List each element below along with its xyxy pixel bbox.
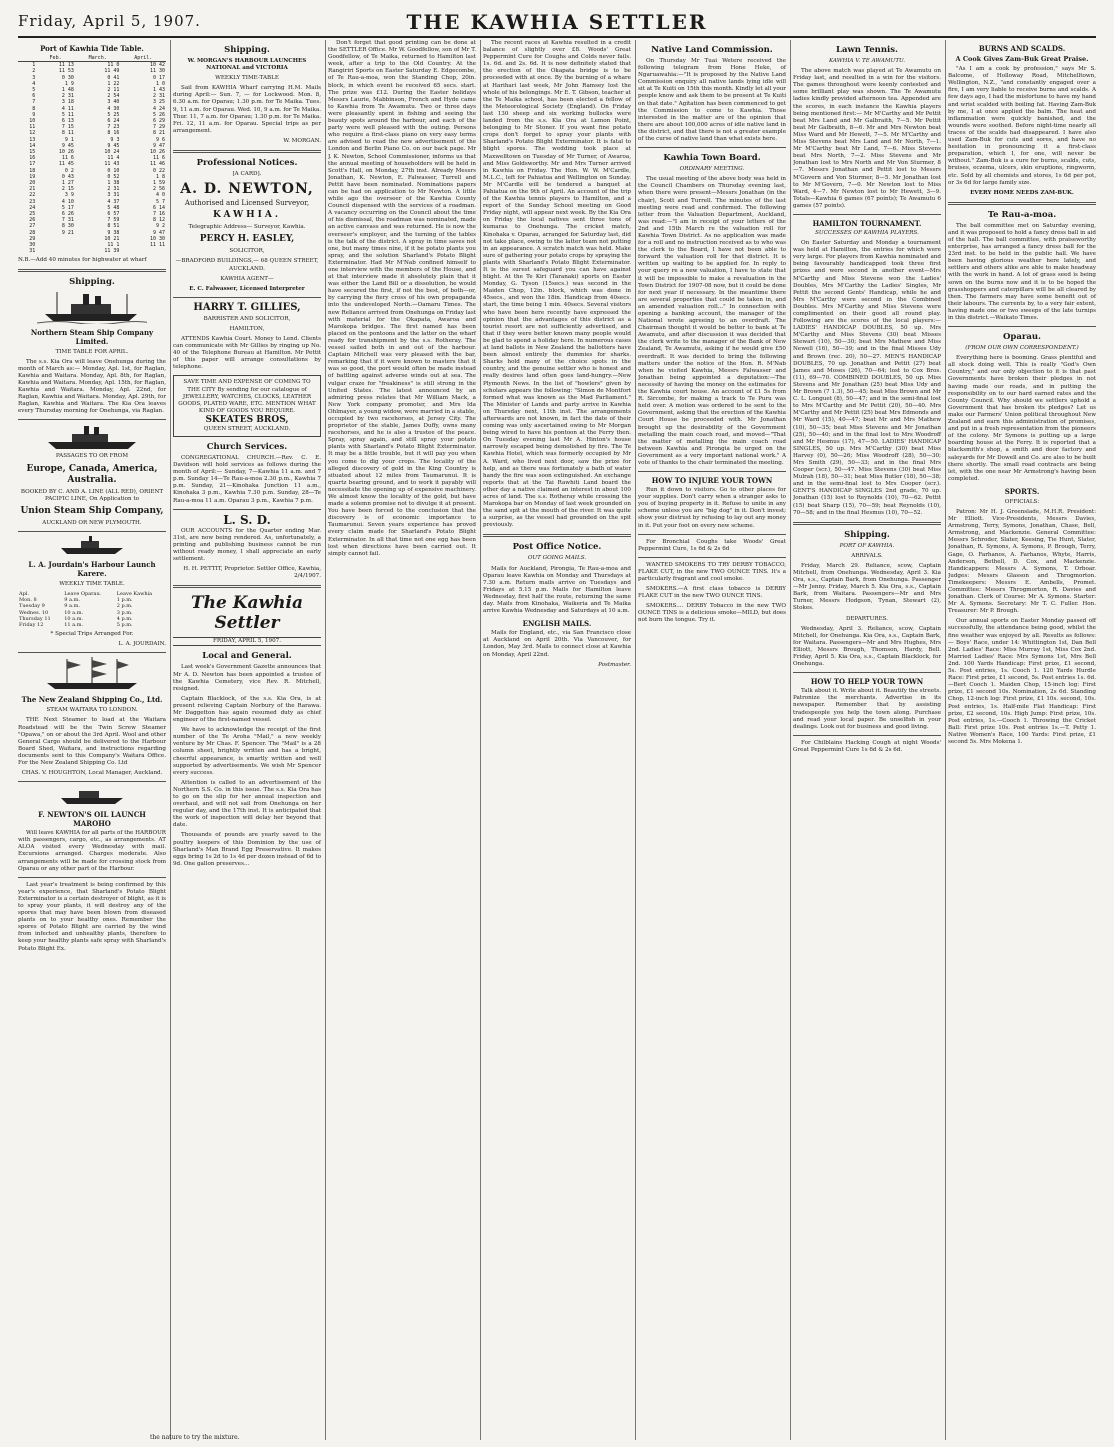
nzsc-agent: CHAS. V. HOUGHTON, Local Manager, Auckland. [21, 770, 163, 777]
tide-cell: 10 24 [104, 149, 120, 156]
jourdain-cell: Leave Oparau. [64, 590, 102, 597]
tide-cell: 8 30 [61, 223, 74, 230]
officials-label: OFFICIALS: [1004, 498, 1040, 505]
tide-table-body [18, 62, 166, 255]
tide-cell: 10 30 [149, 235, 165, 242]
tide-cell: 4 30 [107, 105, 120, 112]
tide-cell: 27 [29, 223, 36, 230]
passages-title: PASSAGES TO OR FROM [55, 453, 129, 460]
tide-cell: 2 [32, 68, 36, 75]
jourdain-sign: L. A. JOURDAIN. [118, 641, 166, 648]
tide-cell: 10 42 [149, 62, 165, 69]
tide-cell: 11 53 [58, 68, 74, 75]
outgoing-mails-sub: OUT GOING MAILS. [527, 555, 587, 562]
tide-cell: 1 43 [152, 87, 165, 94]
tide-cell: 9 3 [110, 136, 120, 143]
nzsc-sub: STEAM WAITARA TO LONDON. [46, 707, 138, 714]
gillies-name: HARRY T. GILLIES, [193, 301, 301, 313]
launch-icon [57, 536, 127, 556]
column-1 [18, 40, 171, 1440]
tide-table-title: Port of Kawhia Tide Table. [40, 44, 144, 53]
passages-places: Europe, Canada, America, Australia. [26, 463, 158, 485]
tide-cell: 11 30 [149, 68, 165, 75]
tournament-heading: HAMILTON TOURNAMENT. [812, 218, 922, 228]
column-7 [948, 40, 1100, 1440]
tide-cell: 2 31 [152, 93, 165, 100]
jourdain-cell: Thursday 11 [19, 615, 51, 622]
tide-cell: 1 59 [152, 180, 165, 187]
tide-cell: 23 [29, 198, 36, 205]
tide-cell: 0 17 [152, 74, 165, 81]
blight-text: Last year's treatment is being confirmed by this year's experience, that Sharland's Potato Blight Exterminator is a certain destroyer of blight, as it is to spray your plants, it will destroy any of the spores that may have been blown from diseased plants on to your healthy ones. Remember the spores of Potato Blight are carried by the wind from infected and unhealthy plants, therefore to keep your healthy plants safe spray with Sharland's Potato Blight Ex. [18, 881, 166, 952]
tide-cell: 5 48 [107, 204, 120, 211]
jourdain-cell: 2 p.m. [116, 603, 133, 610]
lawn-tennis-heading: Lawn Tennis. [835, 45, 899, 55]
native-land-text: On Thursday Mr Tuai Wetere received the following telegram from Hone Heke, of Ngaruawahia:—"It is proposed by the Native Land Commission enquiry all native lands lying idle will sit at Te Kuiti on 15th this month. Kindly let all your people know and ask them to be present at Te Kuiti on that date." Agitation has been commenced to get the Commission to come to Kawhia. Those interested in the matter are of the opinion that there are about 100,000 acres of idle native land in the district, and that there is not a greater example of the curse of native land than what exists here. [638, 58, 786, 143]
newton-launch-name: F. NEWTON'S OIL LAUNCH MAROHO [38, 810, 146, 829]
tide-cell: 11 13 [58, 62, 74, 69]
steamship-icon [37, 290, 147, 324]
tide-cell: 6 14 [152, 204, 165, 211]
tide-cell: 22 [29, 192, 36, 199]
jourdain-row [18, 622, 166, 628]
tide-cell: 3 9 [64, 192, 74, 199]
newton-surveyor-place: KAWHIA. [213, 210, 281, 221]
tide-cell: 9 45 [61, 142, 74, 149]
tide-cell: 30 [29, 242, 36, 249]
easley-name: PERCY H. EASLEY, [199, 234, 295, 245]
english-mails-text: Mails for England, etc., via San Francisco close at Auckland on April 20th. Via Vancouver, for London, May 3rd. Mails to connect close at Kawhia on Monday, April 22nd. [483, 630, 631, 658]
skeates-text: SAVE TIME AND EXPENSE OF COMING TO THE CITY By sending for our catalogue of JEWELLERY, WATCHES, CLOCKS, LEATHER GOODS, PLATED WARE, ETC. MENTION WHAT KIND OF GOODS YOU REQUIRE. [178, 379, 316, 414]
english-mails-heading: ENGLISH MAILS. [522, 619, 592, 629]
newton-launch-text: Will leave KAWHIA for all parts of the HARBOUR with passengers, cargo, etc., as arrangements. AT ALOA visited every Wednesday with mail. Excursions arranged. Charges moderate. Also arrangements will be made for crossing stock from Oparau or any other part of the Harbour. [18, 830, 166, 872]
tide-cell: 2 31 [61, 93, 74, 100]
column-2 [173, 40, 326, 1440]
departures-text: Wednesday, April 3. Reliance, scow, Captain Mitchell, for Onehunga. Kia Ora, s.s., Captain Bark, for Waitara. Passengers—Mr and Mrs Hughes, Mrs Elliott, Messrs Brough, Thomson, Hardy, Bell. Friday, April 5. Kia Ora, s.s., Captain Blacklock, for Onehunga. [793, 625, 941, 668]
easley-address: —BRADFORD BUILDINGS,— 68 QUEEN STREET, AUCKLAND. [175, 258, 319, 272]
masthead [18, 8, 1096, 38]
tide-cell: 3 40 [107, 99, 120, 106]
jourdain-cell: 4 p.m. [116, 615, 133, 622]
tide-note: N.B.—Add 40 minutes for highwater at wharf [18, 256, 147, 263]
jourdain-cell: 11 a.m. [64, 621, 84, 628]
burns-text: "As I am a cook by profession," says Mr S. Balcome, of Holloway Road, Mitchelltown, Wellington, N.Z., "and constantly engaged over a fire, I am very liable to receive burns and scalds. A few days ago, I had the misfortune to have my hand and wrist scalded with boiling fat. Having Zam-Buk by me, I at once applied the balm. The heat and inflammation were quickly banished, and the wounds were soothed. Before night-time nearly all traces of the scalds had disappeared. I have also used Zam-Buk for cuts and sores, and have no hesitation in pronouncing it a first-class preparation, which I, for one, will never be without." Zam-Buk is a cure for burns, scalds, cuts, bruises, eczema, ulcers, skin eruptions, ringworm, etc. Sold by all chemists and stores, 1s 6d per pot, or 3s 6d for large family size. [948, 66, 1096, 186]
coughs-advert: For Bronchial Coughs take Woods' Great Peppermint Cure, 1s 6d & 2s 6d [638, 538, 786, 552]
jourdain-launch-name: L. A. Jourdain's Harbour Launch Karere. [28, 559, 156, 578]
morgan-title: W. MORGAN'S HARBOUR LAUNCHES NATIONAL and VICTORIA [187, 58, 307, 72]
tide-cell: 1 8 [155, 173, 165, 180]
tide-cell: 9 45 [107, 142, 120, 149]
jourdain-cell: 5 p.m. [116, 621, 133, 628]
sports-heading: SPORTS. [1004, 486, 1040, 496]
tide-cell: 7 31 [61, 217, 74, 224]
tide-cell: 7 15 [61, 124, 74, 131]
lawn-tennis-sub: KAWHIA V. TE AWAMUTU. [828, 58, 906, 64]
departures-label: DEPARTURES. [845, 615, 889, 622]
tide-row [18, 62, 166, 69]
tide-cell: 2 54 [107, 93, 120, 100]
tide-cell: 11 46 [149, 161, 165, 168]
masthead-title: THE KAWHIA SETTLER [406, 10, 708, 34]
newspaper-columns [18, 40, 1096, 1440]
jourdain-cell: Mon. 8 [19, 597, 37, 604]
tide-cell: 7 59 [107, 217, 120, 224]
lsd-text: OUR ACCOUNTS for the Quarter ending Mar. 31st, are now being rendered. As, unfortunately, a printing and publishing business cannot be run without ready money, I shall appreciate an early settlement. [173, 527, 321, 563]
tide-cell: 3 31 [107, 192, 120, 199]
burns-slogan: EVERY HOME NEEDS ZAM-BUK. [970, 189, 1074, 196]
tide-cell: 11 6 [152, 155, 165, 162]
tide-header-mar: March. [75, 55, 121, 62]
tide-cell: 0 41 [107, 74, 120, 81]
tide-cell: 8 [32, 105, 36, 112]
nssc-name: Northern Steam Ship Company Limited. [30, 327, 154, 346]
tide-cell: 4 [32, 80, 36, 87]
tide-cell: 1 27 [61, 180, 74, 187]
native-land-heading: Native Land Commission. [651, 45, 773, 55]
tide-cell: 4 0 [155, 192, 165, 199]
tide-cell: 9 [32, 111, 36, 118]
tide-cell: 13 [29, 136, 36, 143]
town-board-text: The usual meeting of the above body was held in the Council Chambers on Thursday evening last, when there were present—Messrs Jonathan (in the chair), Scott and Turrell. The minutes of the last meeting were read and confirmed. The following letter from the Valuation Department, Auckland, was read:—"I am in receipt of your letters of the 2nd and 15th March re the valuation roll for Kawhia Town District. As no application was made for a roll and no instruction received as to who was the clerk to the Board, I have not been able to forward the valuation roll for that district. It is written up waiting to be applied for. In reply to your query re a new valuation, I have to state that it will be impossible to make a revaluation in the Town District for 1907-08 now, but it could be done for next year if necessary. In the meantime there are several properties that could be taken in, and an amended valuation roll..." In connection with opening a banking account, the manager of the National wrote agreeing to an overdraft. The Chairman thought it would be better to bank at Te Awamutu, and after discussion it was decided that the clerk write to the manager of the Bank of New Zealand, Te Awamutu, asking if he would give £50 overdraft. It was decided to bring the following matters under the notice of the Hon. R. M'Nab when he visited Kawhia, Messrs Falwasser and Jonathan being appointed a deputation:—The necessity of having the money on the estimates for the Kawhia court house. An account of £1 5s from R. Sircombe, for making a track to Te Puru was held over. A motion was ordered to be sent to the Government, asking that the erection of the Kawhia Court House be proceeded with. Mr Jonathan brought up the desirability of the Government metalling the main coach road, and moved—"That the matter of metalling the main coach road between Kawhia and Pirongia be urged on the Government as a very important national work." A vote of thanks to the chair terminated the meeting. [638, 176, 786, 466]
tide-header-apr: April. [120, 55, 166, 62]
tide-cell: 9 6 [155, 136, 165, 143]
tide-cell: 0 52 [107, 173, 120, 180]
chilblains-advert: For Chilblains Hacking Cough at night Woods' Great Peppermint Cure 1s 6d & 2s 6d. [793, 739, 941, 753]
tide-cell: 9 47 [152, 142, 165, 149]
shipping-title-2: Shipping. [224, 45, 270, 55]
easley-agent-label: KAWHIA AGENT— [220, 275, 274, 282]
paper-title: The Kawhia Settler [190, 593, 303, 634]
footer-line: the nature to try the mixture. [150, 1434, 240, 1441]
jourdain-cell: 9 a.m. [64, 597, 80, 604]
tide-cell: 5 7 [155, 198, 165, 205]
tide-cell: 28 [29, 229, 36, 236]
tide-cell: 4 10 [61, 198, 74, 205]
newton-surveyor-name: A. D. NEWTON, [180, 181, 314, 198]
tournament-text: On Easter Saturday and Monday a tournament was held at Hamilton, the entries for which were very large. For players from Kawhia nominated and being favourably handicapped took three first prizes and were second in another event—Mrs M'Carthy and Miss Stevens won the Ladies' Doubles, Mrs M'Carthy the Ladies' Singles, Mr Pettit the second Gents' Handicap, while he and Mrs M'Carthy were second in the Combined Doubles. Mrs M'Carthy and Miss Stevens were complimented on their good all round play. Following are the scores of the local players:— LADIES' HANDICAP DOUBLES, 50 up. Mrs M'Carthy and Miss Stevens (30) beat Misses Stewart (10), 50—30; beat Mrs Mathew and Miss Newell (16), 50—39; and in the final Misses Udy and Brown (rec. 20), 50—27. MEN'S HANDICAP DOUBLES, 70 up. Jonathan and Pettit (27) beat James and Moses (26), 70—64; lost to Cox Bros. (11), 69—70. COMBINED DOUBLES, 50 up. Miss Stevens and Mr Jonathan (25) beat Miss Udy and Mr Brown (7 1.3), 50—45; beat Miss Brown and Mr C. L. Longuet (8), 50—47; and in the semi-final lost to Mrs M'Carthy and Mr Pettit (20), 50—40. Mrs M'Carthy and Mr Pettit (25) beat Mrs Edmonds and Mr Ward (15), 40—47; beat Mr and Mrs Mathew (10), 50—35; beat Miss Stevens and Mr Jonathan (25), 50—40; and in the final lost to Mrs Woodroff and Mr Hesmus (17), 47—50. LADIES' HANDICAP SINGLES, 50 up. Mrs M'Carthy (30) beat Miss Harvey (0), 50—26; Miss Woodroff (28), 50—30; Mrs Smith (29), 50—33; and in the final Mrs Cooper (scr.), 50—47. Miss Stevens (30) beat Miss Mulrah (18), 50—31; beat Miss Butler (18), 50—38; and in the semi-final lost to Mrs Cooper (scr.). GENT'S HANDICAP SINGLES 2nd grade, 70 up. Jonathan (15) lost to Reynolds (10), 70—62. Pettit (15) beat Sharp (15), 70—59; beat Reynolds (10), 70—58; and in the final Hesmus (10), 70—52. [793, 240, 941, 516]
tide-cell: 8 11 [61, 130, 74, 137]
tide-cell: 11 45 [58, 161, 74, 168]
tide-cell: 0 43 [61, 173, 74, 180]
tide-cell: 7 [32, 99, 36, 106]
tide-cell: 7 16 [152, 211, 165, 218]
nssc-text: The s.s. Kia Ora will leave Onehunga during the month of March as:— Monday, Apl. 1st, for Raglan, Kawhia and Waitara. Monday, Apl. 8th, for Raglan, Kawhia and Waitara. Monday, Apl. 15th, for Raglan, Kawhia and Waitara. Monday, Apl. 22nd, for Raglan, Kawhia and Waitara. Monday, Apl. 29th, for Raglan, Kawhia and Waitara. The Kia Ora leaves every Thursday morning for Onehunga, via Raglan. [18, 358, 166, 415]
tide-cell: 19 [29, 173, 36, 180]
oparau-heading: Oparau. [1003, 332, 1041, 343]
gillies-title: BARRISTER AND SOLICITOR, [203, 315, 291, 322]
tide-cell: 0 30 [61, 74, 74, 81]
local-p2: Captain Blacklock, of the s.s. Kia Ora, is at present relieving Captain Norbury of the Rarawa. Mr Daggetton has again resumed duty as chief engineer of the first-named vessel. [173, 695, 321, 724]
tide-cell: 5 26 [152, 111, 165, 118]
tide-cell: 11 11 [149, 242, 165, 249]
jourdain-cell: 3 p.m. [116, 609, 133, 616]
church-services-heading: Church Services. [206, 442, 288, 452]
help-town-text: Talk about it. Write about it. Beautify the streets. Patronize the merchants. Advertise in its newspaper. Remember that by assisting tradespeople you help the town along. Purchase and read your local paper. Be unselfish in your dealings. Look out for business and good living. [793, 688, 941, 730]
tide-cell: 12 [29, 130, 36, 137]
tide-cell: 1 22 [107, 80, 120, 87]
jourdain-timetable [18, 591, 166, 628]
column-3 [328, 40, 481, 1440]
shipping-heading: Shipping. [69, 276, 115, 287]
smokers-advert-3: SMOKERS.... DERBY Tobacco in the new TWO OUNCE TINS is a delicious smoke—MILD, but does not burn the tongue. Try it. [638, 603, 786, 624]
newton-telegraphic: Telegraphic Address— Surveyor, Kawhia. [188, 224, 306, 231]
tide-cell: 6 13 [61, 118, 74, 125]
tide-cell: 10 21 [104, 235, 120, 242]
tide-cell: 8 12 [152, 217, 165, 224]
col3-text: Don't forget that good printing can be done at the SETTLER Office. Mr W. Goodfellow, son of Mr T. Goodfellow, of Te Maika, returned to Hamilton last week, after a trip to the Old Country. At the Rangiriri Sports on Easter Saturday E. Edgecombe, of Te Rau-a-moa, won the Standing Chop, 20in. block, in which event he received 65 secs. start. The prize was £12. During the Easter holidays Messrs Laurie, Mabbinson, French and Hyde came to Kawhia from Te Awamutu. Two or three days were pleasantly spent in fishing and seeing the beauty spots around the harbour, and each of the party were well pleased with the outing. Persons who require a first-class piano on very easy terms are advised to read the new advertisement of the London and Berlin Piano Co. on our back page. Mr J. K. Newton, School Commissioner, informs us that the annual meeting of householders will be held in Scott's Hall, on Monday, 27th inst. Already Messrs Jonathan, K. Newton, E. Falwasser, Turrell and Pettit have been nominated. Nominations papers can be had on application to Mr Newton. A little while ago the overseer of the Kawhia County Council dispensed with the services of a roadman. A vacancy occurring on the Council about the time of his dismissal, the roadman was nominated, made an active canvass and was returned. He is now the overseer's employer, and the turning of the tables is the talk of the district. A spray in time saves not one, but many times nine, if it be potato plants you spray, and the solution Sharland's Potato Blight Exterminator. Had Mr M'Nab confined himself to one interview with the members of the House, and at that interview made it absolutely plain that it was either the Land Bill or a dissolution, he would have secured the first, if not the best, of both—or, by carrying the fiery cross of his own propaganda into the undeveloped North.—Oamaru Times. The new Reliance arrived from Onehunga on Friday last with material for the Okapata, Awaroa and Marokopa bridges. The first named has been placed on the pontoons and the latter on the wharf ready for transhipment by the s.s. Rotheray. The vessel sailed both in and out of the harbour. Captain Mitchell was very pleased with the bar, remarking that if it were known to masters that it was so good, the port would often be made instead of battling against adverse winds out at sea. The vulgar craze for "freakiness" is still strong in the United States. The latest announced by an admiring press relates that Mr William Mack, a New York company promoter, and Mrs Ida Ohlmayer, a young widow, were married in a stable, occupied by two racehorses, at Jersey City. The proprietor of the stable, James Duffy, owns many racehorses, and he is also a trustee of the peace. Spray, spray again, and still spray your potato plants with Sharland's Potato Blight Exterminator. It may be a little trouble, but it will pay you when you come to dig your crops. The locality of the alleged discovery of gold in the King Country is situated about 12 miles from Taumarunui. It is quartz bearing ground, and to work it payably will necessitate the opening up of expensive machinery. We almost know the locality of the gold, but have made a solemn promise not to divulge it at present. You have been forced to the conclusion that the discovery is of economic importance to Taumarunui. Seven years experience has proved every claim made for Sharland's Potato Blight Exterminator. In all that time not one egg has been lost when directions have been carried out. It simply cannot fail. [328, 40, 476, 557]
tide-cell: 2 11 [107, 87, 120, 94]
te-rau-a-moa-text: The ball committee met on Saturday evening, and it was proposed to hold a fancy dress ball in aid of the hall. The ball committee, with praiseworthy enterprise, has arranged a fancy dress ball for the 23rd inst. to be held in the public hall. We have been having glorious weather here lately, and settlers and others alike are able to make headway with the work in hand. A lot of grass seed is being sown on the burns now and it is to be hoped the grasshoppers and caterpillars will be all cleared by then. The farmers may have some benefit out of their labours. The currents by, to a very fair extent, having made one or two sweeps of the late turnips in this district.—Waikato Times. [948, 222, 1096, 321]
jourdain-note: * Special Trips Arranged For. [50, 631, 134, 638]
jourdain-cell: Leave Kawhia [116, 590, 153, 597]
local-p3: We have to acknowledge the receipt of the first number of the Te Aroha "Mail," a new weekly venture by Mr Chas. F. Spencer. The "Mail" is a 28 column sheet, brightly written and has a bright, cheerful appearance, is smartly written and well supported by advertisements. We wish Mr Spencer every success. [173, 727, 321, 776]
column-6 [793, 40, 946, 1440]
tide-cell: 1 38 [107, 180, 120, 187]
tide-table [18, 55, 166, 255]
jourdain-cell: Tuesday 9 [19, 603, 45, 610]
tide-cell: 0 2 [64, 167, 74, 174]
tide-row [18, 248, 166, 254]
tide-cell: 5 17 [61, 204, 74, 211]
newton-surveyor-title: Authorised and Licensed Surveyor, [184, 199, 310, 208]
masthead-date: Friday, April 5, 1907. [18, 12, 201, 30]
tide-cell: 3 [32, 74, 36, 81]
easley-agent-name: E. C. Falwasser, Licensed Interpreter [189, 285, 305, 292]
column-4 [483, 40, 636, 1440]
tide-cell [36, 248, 75, 254]
tide-cell [120, 248, 166, 254]
tide-cell: 11 1 [107, 242, 120, 249]
town-board-sub: ORDINARY MEETING. [679, 166, 745, 173]
tide-cell: 5 11 [61, 111, 74, 118]
smokers-advert-1: WANTED SMOKERS TO TRY DERBY TOBACCO, FLAKE CUT, in the new TWO OUNCE TINS. It's a particularly fragrant and cool smoke. [638, 561, 786, 582]
arrivals-text: Friday, March 29. Reliance, scow, Captain Mitchell, from Onehunga. Wednesday, April 3. Kia Ora, s.s., Captain Bark, from Onehunga. Passenger—Mr Jenny. Friday, March 5. Kia Ora, s.s., Captain Bark, from Waitara. Passengers—Mr and Mrs Turner, Messrs Hodgson, Tynan, Stewart (2), Stokes. [793, 562, 941, 612]
smokers-advert-2: SMOKERS.—A first class tobacco is DERBY FLAKE CUT in the new TWO OUNCE TINS. [638, 586, 786, 600]
jourdain-cell: Friday 12 [19, 621, 44, 628]
jourdain-cell: 10 a.m. [64, 609, 84, 616]
lawn-tennis-text: The above match was played at Te Awamutu on Friday last, and resulted in a win for the visitors. The games throughout were keenly contested and some brilliant play was shown. The Te Awamutu ladies kindly provided afternoon tea. Appended are the scores, in each instance the Kawhia players being mentioned first:— Mr M'Carthy and Mr Pettit beat Mrs Land and Mr Galbraith, 7—5. Mr Pettit beat Mr Galbraith, 8—6. Mr and Mrs Newton beat Miss Ward and Mr Hewett, 7—5. Mr M'Carthy and Miss Stevens beat Mrs Land and Mr North, 7—1. Mr M'Carthy beat Mr Land, 7—6. Miss Stevens beat Mrs North, 7—2. Miss Stevens and Mr Jonathan lost to Mrs North and Mr Von Sturmer, 8—7. Messrs Jonathan and Pettit lost to Messrs M'Govern and Von Sturmer, 8—5. Mr Jonathan lost to Mr M'Govern, 7—0. Mr Newton lost to Miss Ward, 4—7. Mr Newton lost to Mr Hewett, 3—9. Totals—Kawhia 6 games (67 points); Te Awamutu 6 games (57 points). [793, 68, 941, 209]
town-board-heading: Kawhia Town Board. [663, 153, 761, 164]
arrivals-label: ARRIVALS. [851, 552, 883, 559]
skeates-name: SKEATES BROS, [205, 414, 289, 425]
easley-title: SOLICITOR, [229, 248, 265, 255]
injure-town-title: HOW TO INJURE YOUR TOWN [651, 476, 773, 486]
lsd-sign: H. H. PETTIT, Proprietor. Settler Office, Kawhia, 2/4/1907. [183, 566, 321, 580]
tide-cell: 2 31 [107, 186, 120, 193]
tide-cell: 10 26 [58, 149, 74, 156]
local-p5: Thousands of pounds are yearly saved to the poultry keepers of this Dominion by the use of Sharland's Man Brand Egg Preservative. It makes eggs bring 1s 2d to 1s 4d per dozen instead of 6d to 9d. One gallon preserves... [173, 832, 321, 867]
tide-cell: 0 22 [152, 167, 165, 174]
tide-cell: 11 [29, 124, 36, 131]
morgan-text: Sail from KAWHIA Wharf carrying H.M. Mails during April:— Sun. 7, — for Lockwood. Mon. 8, 6.30 a.m. for Oparau; 1.30 p.m. for Te Maika. Tues. 9, 11 a.m. for Oparau. Wed. 10, 9 a.m. for Te Maika. Thur. 11, 7 a.m. for Oparau; 1.30 p.m. for Te Maika. Fri. 12, 11 a.m. for Oparau. Special trips as per arrangement. [173, 85, 321, 134]
jourdain-cell: Wednes. 10 [19, 609, 49, 616]
tide-cell: 1 0 [155, 80, 165, 87]
tide-cell: 11 39 [104, 248, 120, 255]
burns-heading: BURNS AND SCALDS. [978, 44, 1066, 53]
liner-icon [42, 424, 142, 450]
injure-town-text: Run it down to visitors. Go to other places for your supplies. Don't carry when a stranger asks to you of buying property in it. Refuse to unite in any scheme unless you are "big dog" in it. Don't invest; show your distrust by refusing to lay out any money in it. Put your foot on every new scheme. [638, 487, 786, 529]
tide-header-feb: Feb. [36, 55, 75, 62]
tide-cell: 3 18 [61, 99, 74, 106]
tide-cell: 16 [29, 155, 36, 162]
postmaster-sign: Postmaster. [598, 661, 631, 668]
local-p4: Attention is called to an advertisement of the Northern S.S. Co. in this issue. The s.s. Kia Ora has to go on the slip for her annual inspection and overhaul, and will not sail from Onehunga on her regular day, and the 17th inst. It is anticipated that the work of inspection will delay her beyond that date. [173, 779, 321, 829]
tide-cell: 9 47 [152, 229, 165, 236]
tide-cell: 7 29 [152, 124, 165, 131]
tide-cell: 4 11 [61, 105, 74, 112]
tide-cell: 1 48 [61, 87, 74, 94]
union-company-name: Union Steam Ship Company, [20, 505, 164, 516]
tide-cell: 11 6 [61, 155, 74, 162]
tournament-sub: SUCCESSES OF KAWHIA PLAYERS. [815, 229, 919, 236]
oparau-sub: (FROM OUR OWN CORRESPONDENT.) [965, 345, 1079, 352]
local-general-heading: Local and General. [202, 651, 292, 662]
help-town-title: HOW TO HELP YOUR TOWN [810, 677, 924, 687]
shipping-heading-6: Shipping. [844, 529, 890, 540]
tide-cell: 15 [29, 149, 36, 156]
tide-cell: 31 [29, 248, 36, 255]
tide-cell: 14 [29, 142, 36, 149]
tide-cell: 29 [29, 235, 36, 242]
passages-text: BOOKED BY C. AND A. LINE (ALL RED), ORIENT PACIFIC LINE, On Application to [20, 488, 164, 502]
tide-cell: 6 [32, 93, 36, 100]
tide-cell: 11 43 [104, 161, 120, 168]
tide-cell: 18 [29, 167, 36, 174]
column-5 [638, 40, 791, 1440]
tide-cell: 6 24 [107, 118, 120, 125]
tide-cell: 21 [29, 186, 36, 193]
te-rau-a-moa-heading: Te Rau-a-moa. [987, 209, 1057, 220]
tide-cell: 9 2 [155, 223, 165, 230]
burns-sub: A Cook Gives Zam-Buk Great Praise. [955, 55, 1089, 63]
card-label: [A CARD]. [232, 171, 262, 178]
col4-text: The recent races at Kawhia resulted in a credit balance of slightly over £8. Woods' Great Peppermint Cure for Coughs and Colds never fails. 1s. 6d. and 2s. 6d. It is now definitely stated that the erection of the Okapata bridge is to be proceeded with at once. By the burning of a whare at Harihari last week, Mr John Ramsey lost the whole of his belongings. Mr E. T. Gibson, teacher at the Te Maika school, has been elected a fellow of the Meteorological Society (England). On Friday last 130 sheep and six working bullocks were landed from the s.s. Kia Ora at Lemon Point, belonging to Mr Stoner. If you want fine potato crops don't forget to spray your plants with Sharland's Potato Blight Exterminator. It is fatal to blight spores. The wedding took place at Maxwelltown on Tuesday of Mr Turner, of Awaroa, and Miss Goldsworthy. Mr and Mrs Turner arrived in Kawhia on Friday. The Hon. W. W. M'Cardle, M.L.C., left for Pahiatua and Wellington on Sunday. Mr M'Cardle will be tendered a banquet at Pahiatua on the 9th of April. An account of the trip of the Kawhia tennis players to Hamilton, and a report of the Sunday School meeting on Good Friday night, will appear next week. By the Kia Ora on Friday the local natives sent three tons of kumaras to Onehunga. The cricket match, Kinohaka v. Oparau, arranged for Saturday last, did not take place, owing to the latter team not putting in an appearance. A scratch match was held. Make sure of gathering your potato crops by spraying the plants with Sharland's Potato Blight Exterminator. It is the surest safeguard you can have against blight. At the Te Kiri (Taranaki) sports on Easter Monday, G. Tyson (15secs.) was second in the Maiden Chop, 12in. block, which was done in 45secs., and won the 18in. Handicap from 40secs. start, the time being 1 min. 40secs. Several visitors who have been here recently have expressed the opinion that the advantages of this district as a tourist resort are not sufficiently advertised, and that if they were better known many people would be glad to spend a holiday here. In numerous cases at land ballots in New Zealand the ballotters have been almost entirely the dummies for sharks. Sharks hold many of the choice spots in the country, and the genuine settler who is honest and really desires land often goes land-hungry.—New Plymouth News. In the list of "howlers" given by scholars appears the following: "Simon de Montfort formed what was known as the Mad Parliament." The Minister of Lands and party arrive in Kawhia on Thursday next, 11th inst. The arrangements afterwards are not known, in fact the date of their coming was only ascertained owing to Mr Morgan being wired to have his pontoon at the Ferry then. On Tuesday evening last Mr A. Hinton's house narrowly escaped being demolished by fire. The Te Kawhia Hotel, which was formerly occupied by Mr A. Ward, who lived next door, saw the prize for help, and as there was fortunately a bath of water handy the fire was soon extinguished. An exchange reports that at the Tai Rawhiti Land board the other day a native claimed an interest in about 100 acres of land. The s.s. Rotheray while crossing the Marokopa bar on Monday of last week grounded on the sand spit at the mouth of the river. It was quite a surprise, as the vessel had grounded on the spit previously. [483, 40, 631, 529]
tide-cell: 5 [32, 87, 36, 94]
jourdain-timetable-title: WEEKLY TIME TABLE. [59, 580, 125, 587]
tide-cell: 2 56 [152, 186, 165, 193]
tide-cell: 10 [29, 118, 36, 125]
tide-cell: 1 9 [64, 80, 74, 87]
tide-cell: 5 25 [107, 111, 120, 118]
tide-cell: 24 [29, 204, 36, 211]
post-office-text: Mails for Auckland, Pirongia, Te Rau-a-moa and Oparau leave Kawhia on Monday and Thursdays at 7.30 a.m. Return mails arrive on Tuesdays and Fridays at 5.15 p.m. Mails for Hamilton leave Wednesday, first half the route, returning the same day. Mails from Kinohaka, Waikeria and Te Maika arrive Kawhia Wednesday and Saturdays at 10 a.m. [483, 565, 631, 615]
local-p1: Last week's Government Gazette announces that Mr A. D. Newton has been appointed a trustee of the Kawhia Cemetery, vice Rev. R. Mitchell, resigned. [173, 664, 321, 692]
tide-cell: 8 51 [107, 223, 120, 230]
tide-cell: 20 [29, 180, 36, 187]
tide-cell: 3 25 [152, 99, 165, 106]
nzsc-name: The New Zealand Shipping Co., Ltd. [21, 695, 163, 705]
morgan-sign: W. MORGAN. [283, 137, 321, 144]
tide-cell: 26 [29, 217, 36, 224]
tide-cell: 8 21 [152, 130, 165, 137]
jourdain-cell: Apl. [19, 590, 29, 597]
oparau-text: Everything here is booming. Grass plentiful and all stock doing well. This is really "God's Own Country," and our only objection to it is that past Governments have broken their pledges in not having made our roads, and in putting the responsibility on to our hard earned rates and the County Council. Why should we settlers uphold a Government that has broken its pledges? Let us make our Farmers' Union political throughout New Zealand and earn this administration of promises, and put in a fresh representation from the pioneers of the colony. Mr Symons is putting up a large boarding house at the Ferry. It is reported that a blacksmith's shop, a smith and door factory and saleyards for Mr Dowell and Co. are also to be built there shortly. The small road contracts are being let, with the one near Mr Armstrong's having been completed. [948, 355, 1096, 482]
tide-cell: 8 16 [107, 130, 120, 137]
oil-launch-icon [57, 786, 127, 806]
jourdain-cell: 9 a.m. [64, 603, 80, 610]
nzsc-text: THE Next Steamer to load at the Waitara Roadstead will be the Twin Screw Steamer "Opawa," on or about the 3rd April. Wool and other General Cargo should be delivered to the Harbour Board Shed, Waitara, and instructions regarding documents sent to this Company's Waitara Office. For the New Zealand Shipping Co. Ltd [18, 717, 166, 766]
professional-notices-heading: Professional Notices. [196, 158, 298, 169]
skeates-place: QUEEN STREET, AUCKLAND. [203, 425, 291, 432]
union-company-place: AUCKLAND OR NEW PLYMOUTH. [42, 519, 142, 526]
tide-cell: 11 4 [107, 155, 120, 162]
tide-cell: 4 24 [152, 105, 165, 112]
jourdain-cell: 10 a.m. [64, 615, 84, 622]
tide-cell: 9 38 [107, 229, 120, 236]
skeates-advert [173, 375, 321, 437]
tide-cell: 6 29 [152, 118, 165, 125]
morgan-timetable: WEEKLY TIME-TABLE [215, 75, 279, 82]
tide-cell: 4 37 [107, 198, 120, 205]
lsd-heading: L. S. D. [223, 512, 271, 527]
tide-cell: 2 15 [61, 186, 74, 193]
tide-cell: 10 26 [149, 149, 165, 156]
tide-cell: 25 [29, 211, 36, 218]
tide-cell: 1 [32, 62, 36, 69]
post-office-heading: Post Office Notice. [512, 542, 602, 553]
sailing-ship-icon [37, 657, 147, 691]
gillies-place: HAMILTON, [229, 325, 265, 332]
church-text: CONGREGATIONAL CHURCH.—Rev. C. E. Davidson will hold services as follows during the month of April:— Sunday, 7—Kawhia 11 a.m. and 7 p.m. Sunday 14—Te Rau-a-moa 2.30 p.m., Kawhia 7 p.m. Sunday, 21—Kinohaka Junction 11 a.m., Kinohaka 3 p.m., Kawhia 7.30 p.m. Sunday, 28—Te Rau-a-moa 11 a.m. Oparau 3 p.m., Kawhia 7 p.m. [173, 455, 321, 504]
paper-date: FRIDAY, APRIL 5, 1907. [173, 637, 321, 646]
officials-text: Patron: Mr H. J. Greenslade, M.H.R. President: Mr Elliott. Vice-Presidents, Messrs Davies, Armstrong, Terry, Symons, Jonathan, Chase, Bell, Armstrong, and Mackenzie. General Committee: Messrs Schroder, Slater, Keesing, Tie Hunt, Slater, Jonathan, R. Symons, A. Symons, P. Brough, Terry, Gage, O. Farhanos, A. Farhanos, Whyte, Harris, Anderson, Bethell, D. Cox, and Mackenzie. Handicappers: Messrs A. Symons, T. Orboar. Judges: Messrs Glasson and Throgmorton. Timekeepers: Messrs E. Ambells, Promet. Committee: Messrs Throgmorton, R. Davies and Jonathan. Clerk of Course: Mr A. Symons. Starter: Mr A. Symons. Secretary: Mr T. C. Fuller. Hon. Treasurer: Mr P. Brough. [948, 508, 1096, 615]
gillies-text: ATTENDS Kawhia Court. Money to Lend. Clients can communicate with Mr Gillies by ringing up No. 40 of the Telephone Bureau at Hamilton. Mr Pettit of this paper will arrange consultations by telephone. [173, 335, 321, 371]
tide-cell: 6 57 [107, 211, 120, 218]
tide-cell: 6 26 [61, 211, 74, 218]
port-of-kawhia: PORT OF KAWHIA. [839, 542, 895, 549]
tide-cell: 11 49 [104, 68, 120, 75]
tide-cell: 9 1 [64, 136, 74, 143]
tide-cell: 0 10 [107, 167, 120, 174]
nssc-timetable-title: TIME TABLE FOR APRIL. [55, 348, 129, 355]
tide-cell: 9 21 [61, 229, 74, 236]
sports-results-text: Our annual sports on Easter Monday passed off successfully, the attendance being good, whilst the fine weather was enjoyed by all. Results as follows:— Boys' Race, under 14: Whittington 1st, Dan Bell 2nd. Ladies' Race: Miss Murray 1st, Miss Cox 2nd. Married Ladies' Race: Mrs Symons 1st, Mrs Bell 2nd. 100 Yards Handicap: First prize, £1 second, 5s. Post entries, 1s. Cooch 1. 120 Yards Hurdle Race: First prize, £1 second, 5s. Post entries 1s. 6d.—Bert Cooch 1. Maiden Chop, 15-inch log: First prize, £1 second 10s. Nomination, 2s 6d. Standing Chop, 12-inch log: First prize, £1 10s. second, 10s. Post entries, 1s. Half-mile Flat Handicap: First prize, £2 second, 10s. High Jump: First prize, 10s. Post entries, 1s.—Cooch 1. Throwing the Cricket Ball: First prize 10s. Post entries 1s.—T. Petty 1. Native Women's Race, 100 Yards: First prize, £1 second 5s. Mrs Mokena 1. [948, 618, 1096, 745]
tide-cell: 17 [29, 161, 36, 168]
tide-cell: 11 0 [107, 62, 120, 69]
jourdain-cell: 1 p.m. [116, 597, 133, 604]
tide-cell: 7 23 [107, 124, 120, 131]
